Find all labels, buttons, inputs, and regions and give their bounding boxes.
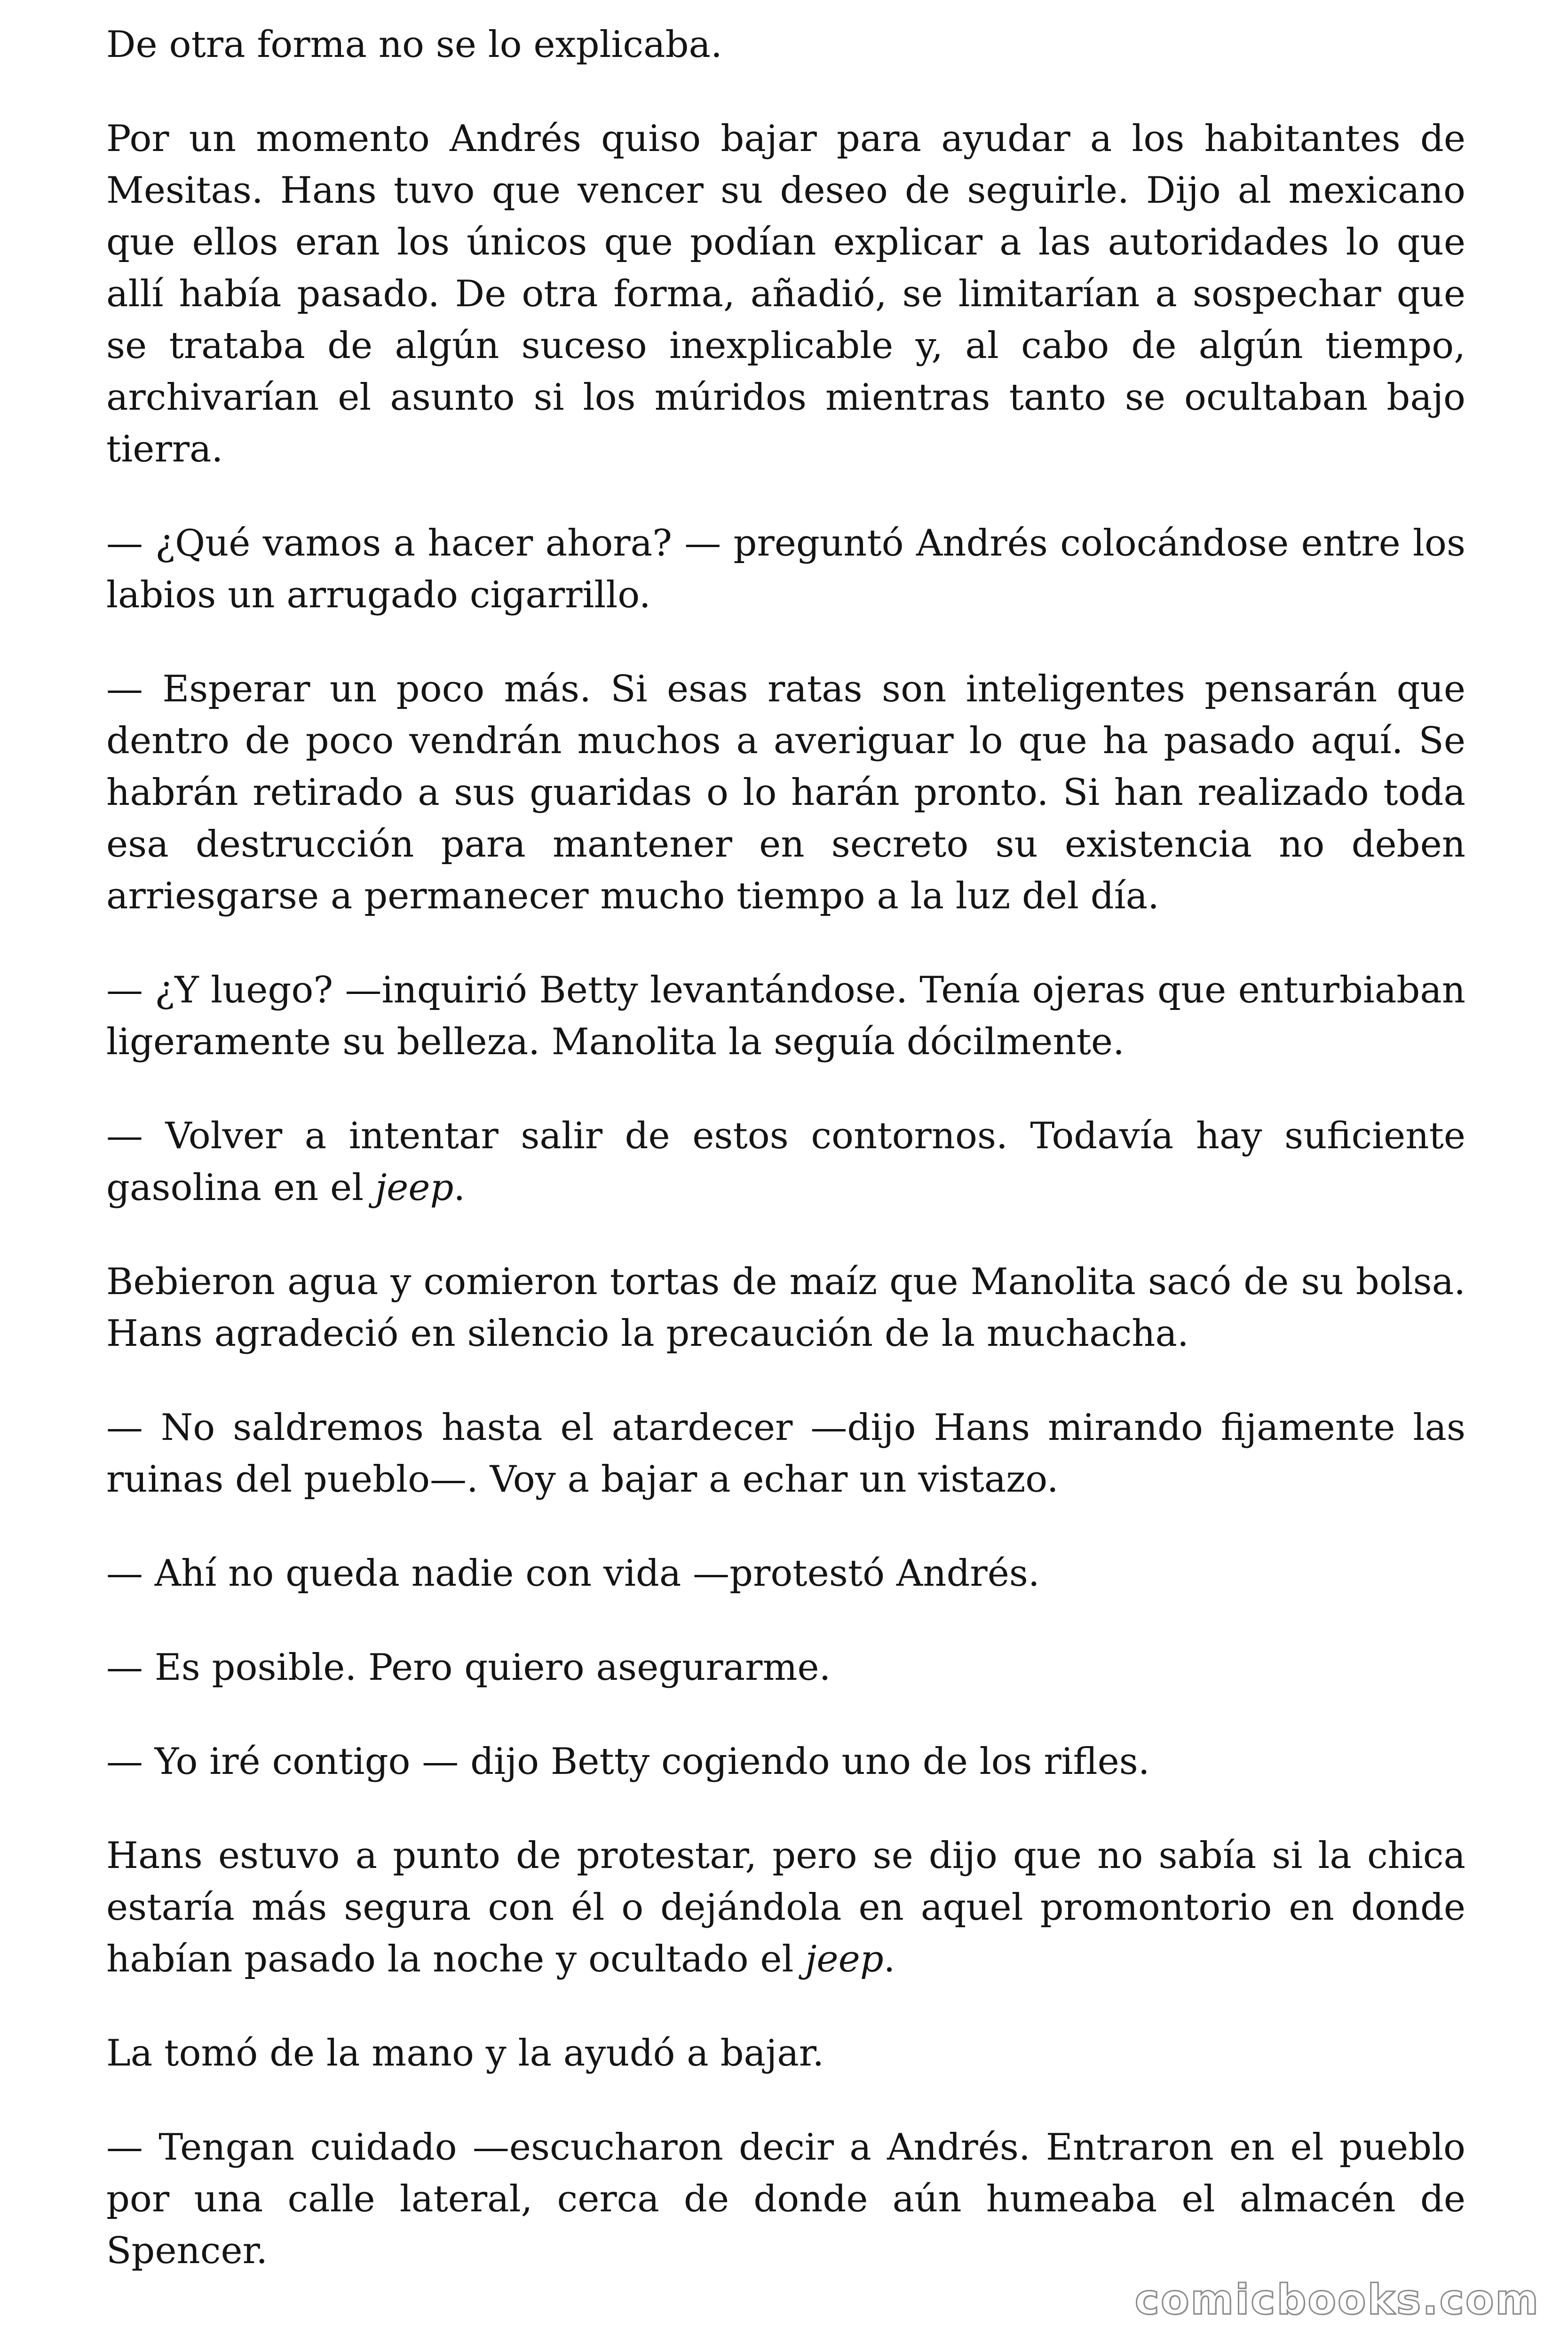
paragraph-12: [106, 1830, 1465, 1985]
paragraph-9: — Ahí no queda nadie con vida —protestó Andrés.: [106, 1552, 1040, 1595]
paragraph-1: De otra forma no se lo explicaba.: [106, 24, 722, 66]
watermark-logo: comicbooks.com: [1134, 2275, 1540, 2324]
paragraph-8: — No saldremos hasta el atardecer —dijo Hans mirando fijamente las ruinas del pueblo—. Voy a bajar a echar un vistazo.: [106, 1406, 1465, 1501]
paragraph-3: — ¿Qué vamos a hacer ahora? — preguntó Andrés colocándose entre los labios un arrugado cigarrillo.: [106, 522, 1465, 616]
paragraph-7: Bebieron agua y comieron tortas de maíz que Manolita sacó de su bolsa. Hans agradeció en silencio la precaución de la muchacha.: [106, 1261, 1465, 1355]
paragraph-13: La tomó de la mano y la ayudó a bajar.: [106, 2032, 824, 2074]
page-body: [106, 19, 1465, 2277]
paragraph-2: Por un momento Andrés quiso bajar para ayudar a los habitantes de Mesitas. Hans tuvo que vencer su deseo de seguirle. Dijo al mexicano que ellos eran los únicos que podían explicar a las autoridades lo que allí había pasado. De otra forma, añadió, se limitarían a sospechar que se trataba de algún suceso inexplicable y, al cabo de algún tiempo, archivarían el asunto si los múridos mientras tanto se ocultaban bajo tierra.: [106, 118, 1465, 470]
paragraph-6-text: — Volver a intentar salir de estos contornos. Todavía hay suficiente gasolina en el: [106, 1115, 1465, 1209]
paragraph-12-end: .: [883, 1938, 895, 1980]
paragraph-11: — Yo iré contigo — dijo Betty cogiendo uno de los rifles.: [106, 1740, 1150, 1783]
paragraph-12-italic: jeep: [805, 1938, 884, 1980]
paragraph-6-italic: jeep: [375, 1167, 454, 1209]
paragraph-12-text: Hans estuvo a punto de protestar, pero se dijo que no sabía si la chica estaría más segura con él o dejándola en aquel promontorio en donde habían pasado la noche y ocultado el: [106, 1835, 1465, 1980]
paragraph-4: — Esperar un poco más. Si esas ratas son inteligentes pensarán que dentro de poco vendrán muchos a averiguar lo que ha pasado aquí. Se habrán retirado a sus guaridas o lo harán pronto. Si han realizado toda esa destrucción para mantener en secreto su existencia no deben arriesgarse a permanecer mucho tiempo a la luz del día.: [106, 668, 1465, 917]
paragraph-10: — Es posible. Pero quiero asegurarme.: [106, 1646, 831, 1689]
paragraph-6-end: .: [453, 1167, 466, 1209]
paragraph-6: [106, 1110, 1465, 1214]
paragraph-14: — Tengan cuidado —escucharon decir a Andrés. Entraron en el pueblo por una calle lateral, cerca de donde aún humeaba el almacén de Spencer.: [106, 2126, 1465, 2272]
paragraph-5: — ¿Y luego? —inquirió Betty levantándose. Tenía ojeras que enturbiaban ligeramente su belleza. Manolita la seguía dócilmente.: [106, 969, 1465, 1063]
